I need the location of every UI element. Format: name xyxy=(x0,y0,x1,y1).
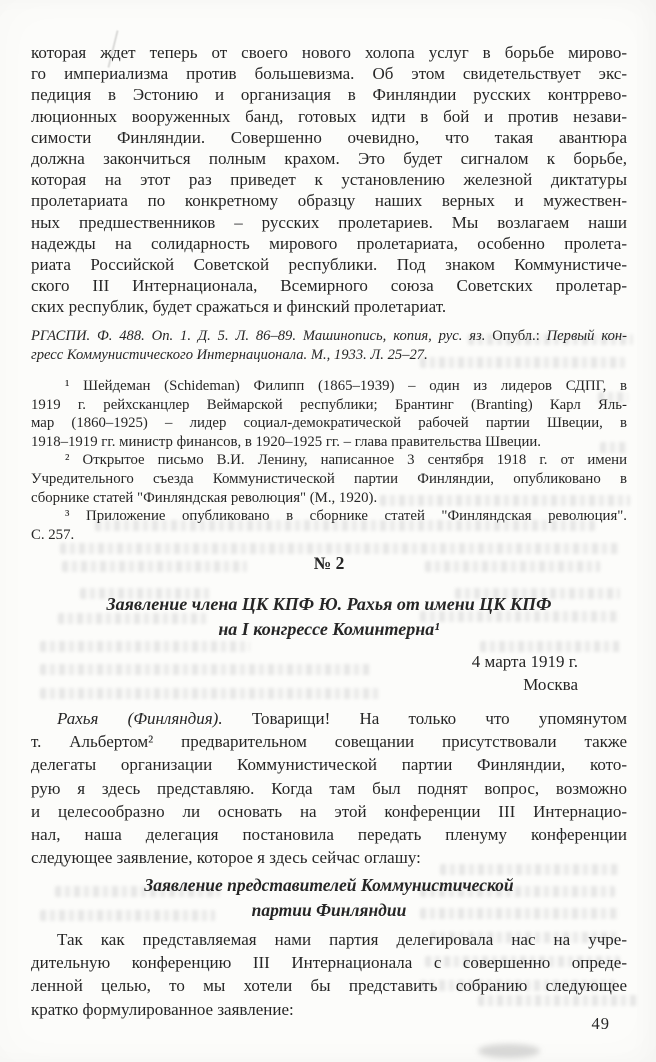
citation-line2: гресс Коммунистического Интернационала. М., 1933. Л. 25–27. xyxy=(31,347,428,363)
text-line: ленной целью, то мы хотели бы представить собранию следующее xyxy=(31,976,627,996)
statement-heading-line2: партии Финляндии xyxy=(251,900,407,920)
citation-line1 xyxy=(31,327,627,346)
text-line: 1919 г. рейхсканцлер Веймарской республики; Брантинг (Branting) Карл Яль- xyxy=(31,396,627,413)
speech-paragraph xyxy=(31,707,627,869)
text-line: риата Российской Советской республики. Под знаком Коммунистиче- xyxy=(31,255,627,275)
footnote-3 xyxy=(31,507,627,544)
citation-publication: Первый кон- xyxy=(539,328,628,344)
dateline xyxy=(31,650,627,696)
text-line: 1918–1919 гг. министр финансов, в 1920–1925 гг. – глава правительства Швеции. xyxy=(31,433,542,450)
statement-paragraph xyxy=(31,928,627,1021)
dateline-date: 4 марта 1919 г. xyxy=(471,652,578,671)
text-line: которая на этот раз приведет к установлению железной диктатуры xyxy=(31,170,627,190)
footnote-1 xyxy=(31,377,627,451)
text-line: педиция в Эстонию и организация в Финляндии русских контррево- xyxy=(31,85,627,105)
speech-continuation-lines xyxy=(31,730,627,869)
text-line: ² Открытое письмо В.И. Ленину, написанное 3 сентября 1918 г. от имени xyxy=(65,452,627,469)
statement-heading-line1: Заявление представителей Коммунистической xyxy=(144,875,514,895)
text-line: симости Финляндии. Совершенно очевидно, что такая авантюра xyxy=(31,127,627,147)
document-title-line2: на I конгрессе Коминтерна¹ xyxy=(218,619,440,639)
document-number: № 2 xyxy=(313,553,345,573)
text-line: т. Альбертом² предварительном совещании присутствовали также xyxy=(31,732,627,752)
footnotes-block xyxy=(31,377,627,544)
text-line: рую я здесь представляю. Когда там был поднят вопрос, возможно xyxy=(31,778,627,798)
dateline-place: Москва xyxy=(523,675,578,694)
text-line: го империализма против большевизма. Об этом свидетельствует экс- xyxy=(31,64,627,84)
text-line: сборнике статей "Финляндская революция" (М., 1920). xyxy=(31,489,378,506)
text-line: люционных вооруженных банд, готовых идти в бой и против незави- xyxy=(31,106,627,126)
text-line: Учредительного съезда Коммунистической партии Финляндии, опубликовано в xyxy=(31,470,627,487)
page-number: 49 xyxy=(591,1014,610,1033)
text-line: ¹ Шейдеман (Schideman) Филипп (1865–1939) – один из лидеров СДПГ, в xyxy=(65,378,627,394)
text-line: делегаты организации Коммунистической партии Финляндии, кото- xyxy=(31,755,627,775)
text-line: ных предшественников – русских пролетариев. Мы возлагаем наши xyxy=(31,212,627,232)
scan-smudge-artifact xyxy=(478,1044,540,1058)
text-line: ского III Интернационала, Всемирного союза Советских пролетар- xyxy=(31,276,627,296)
statement-heading xyxy=(31,873,627,923)
footnote-2 xyxy=(31,451,627,507)
text-line: которая ждет теперь от своего нового холопа услуг в борьбе мирово- xyxy=(31,43,627,62)
text-line: С. 257. xyxy=(31,526,75,543)
speech-first-line xyxy=(31,707,627,730)
text-line: нал, наша делегация постановила передать пленуму конференции xyxy=(31,825,627,845)
text-line: должна закончиться полным крахом. Это будет сигналом к борьбе, xyxy=(31,149,627,169)
document-title-line1: Заявление члена ЦК КПФ Ю. Рахья от имени ЦК КПФ xyxy=(106,594,552,614)
intro-paragraph xyxy=(31,42,627,318)
source-citation xyxy=(31,327,627,365)
text-line: пролетариата по конкретному образцу наших верных и мужествен- xyxy=(31,191,627,211)
text-line: надежды на солидарность мирового пролетариата, особенно пролета- xyxy=(31,233,627,253)
text-line: кратко формулированное заявление: xyxy=(31,999,294,1019)
citation-archive-reference: РГАСПИ. Ф. 488. Оп. 1. Д. 5. Л. 86–89. Машинопись, копия, рус. яз. xyxy=(31,328,493,344)
document-title xyxy=(31,592,627,642)
citation-published-label: Опубл.: xyxy=(492,328,540,344)
text-line: Так как представляемая нами партия делегировала нас на учре- xyxy=(57,930,627,949)
speech-first-line-rest: Товарищи! На только что упомянутом xyxy=(222,709,627,728)
text-line: следующее заявление, которое я здесь сейчас оглашу: xyxy=(31,848,421,868)
text-line: ³ Приложение опубликовано в сборнике статей "Финляндская революция". xyxy=(65,508,627,525)
text-line: и целесообразно ли основать на этой конференции III Интернацио- xyxy=(31,801,627,821)
text-line: мар (1860–1925) – лидер социал-демократической рабочей партии Швеции, в xyxy=(31,415,627,432)
text-line: ских республик, будет сражаться и финский пролетариат. xyxy=(31,297,447,317)
speaker-name: Рахья (Финляндия). xyxy=(57,709,223,728)
text-line: дительную конференцию III Интернационала с совершенно опреде- xyxy=(31,953,627,973)
